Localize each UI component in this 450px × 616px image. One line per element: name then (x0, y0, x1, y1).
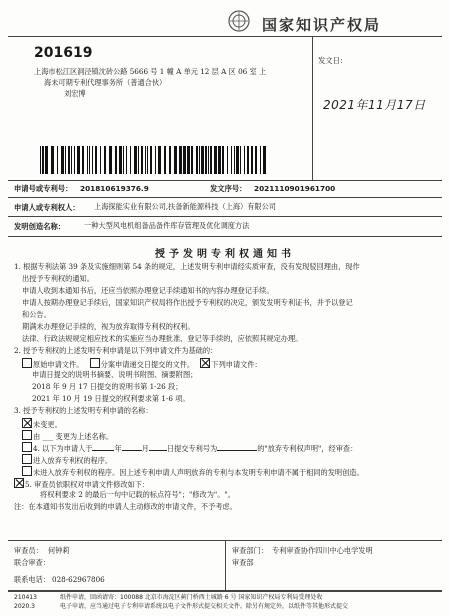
union-label: 联合审查： (14, 558, 50, 567)
applicant-label: 申请人或专利权人： (14, 203, 80, 212)
item3-heading: 3. 授予专利权的上述发明专利申请的名称： (14, 406, 153, 415)
recipient-postcode: 201619 (34, 45, 93, 61)
body-line: 期满未办理登记手续的，视为放弃取得专利权的权利。 (22, 322, 195, 331)
item4-suffix: 的"放弃专利权声明"，经审查： (257, 444, 358, 453)
dept-name-cont: 审查部 (232, 558, 254, 567)
item4-option-a (22, 454, 112, 466)
checkbox-name-unchanged[interactable] (22, 418, 32, 428)
file-list-item: 申请日提交的说明书摘要、说明书附图、摘要附图； (32, 370, 198, 379)
footer-mail-note: 纸件申请，回函请寄：100088 北京市海淀区蓟门桥西土城路 6 号 国家知识产权局专利局受理处收 (60, 594, 323, 601)
doc-no-label: 发文序号： (210, 184, 247, 193)
month-label: 月 (141, 444, 149, 453)
year-label: 年 (114, 444, 122, 453)
item4-option-b (22, 466, 364, 478)
option-label: 由 ___ 变更为上述名称。 (33, 432, 114, 441)
issuing-office-name: 国家知识产权局 (262, 16, 382, 34)
rule (8, 180, 442, 181)
phone-number: 028-62967806 (52, 575, 105, 584)
option-label: 未变更。 (33, 420, 62, 429)
option-label: 进入放弃专利权的程序。 (33, 456, 113, 465)
app-no-label: 申请号或专利号： (14, 184, 73, 193)
invention-title-label: 发明创造名称： (14, 222, 66, 231)
body-line: 和公告。 (22, 310, 51, 319)
examiner-divider (225, 540, 226, 590)
checkbox-name-changed[interactable] (22, 430, 32, 440)
notice-heading: 授予发明专利权通知书 (155, 249, 295, 260)
barcode (40, 146, 270, 174)
checkbox-examiner-amendment[interactable] (14, 478, 24, 488)
item5-line (14, 478, 149, 490)
checkbox-waiver[interactable] (22, 442, 32, 452)
send-date-handwritten: 2021年11月17日 (323, 98, 426, 112)
file-list-item: 2018 年 9 月 17 日提交的说明书第 1-26 段； (32, 382, 183, 391)
body-line: 2. 授予专利权的上述发明专利申请是以下列申请文件为基础的： (14, 346, 218, 355)
invention-title-value: 一种大型风电机组备品备件库存管理及优化调度方法 (84, 221, 250, 230)
header-rule (8, 36, 442, 37)
checkbox-enter-waiver[interactable] (22, 454, 32, 464)
footer-rule (8, 590, 442, 592)
doc-no-value: 2021110901961700 (254, 184, 336, 193)
address-line: 上海市松江区洞泾镇沈砖公路 5666 号 1 幢 A 单元 12 层 A 区 06 室 上 (34, 67, 267, 76)
checkbox-not-enter-waiver[interactable] (22, 466, 32, 476)
body-line: 申请人按期办理登记手续后，国家知识产权局将作出授予专利权的决定，颁发发明专利证书，并予以登记 (22, 298, 353, 307)
option-label: 原始申请文件。 (33, 360, 84, 369)
examiner-name: 何钟莉 (48, 546, 70, 555)
checkbox-following-files[interactable] (200, 358, 210, 368)
send-date-label: 发文日： (318, 56, 348, 65)
item5-detail: 将权利要求 2 的最后一句中记载的标点符号"；"修改为"。"。 (40, 490, 235, 499)
option-label: 未进入放弃专利权的程序。因上述专利申请人声明放弃的专利与本发明专利申请不属于相同的发明创造。 (33, 468, 364, 477)
examiner-label: 审查员： (14, 546, 43, 555)
item4-prefix: 4. 以下为申请人于 (33, 444, 93, 453)
basis-options (22, 358, 262, 370)
body-line: 申请人收到本通知书后，还应当依照办理登记手续通知书的内容办理登记手续。 (22, 286, 274, 295)
rule (8, 236, 442, 237)
address-line: 海未可期专利代理事务所（普通合伙） (44, 78, 167, 87)
address-line: 刘宏博 (64, 89, 86, 98)
body-line: 法律、行政法规规定相应技术的实施应当办理批准、登记等手续的，应依照其规定办理。 (22, 334, 303, 343)
recipient-address (34, 66, 302, 99)
body-line: 1. 根据专利法第 39 条及实施细则第 54 条的规定，上述发明专利申请经实质审查，没有发现驳回理由，现作 (14, 262, 360, 271)
rule (8, 197, 442, 198)
footer-electronic-note: 电子申请，应当通过电子专利申请系统以电子文件形式提交相关文件。除另有规定外，以纸件等其他形式提交 (60, 603, 349, 610)
option-label: 分案申请递交日提交的文件。 (100, 360, 195, 369)
cnipa-emblem-icon (228, 10, 250, 32)
item5-heading: 5. 审查员依职权对申请文件修改如下： (25, 480, 150, 489)
option-label: 下列申请文件： (211, 360, 262, 369)
body-line: 出授予专利权的通知。 (22, 274, 94, 283)
applicant-value: 上海探能实业有限公司,扶备新能源科技（上海）有限公司 (94, 202, 276, 211)
checkbox-divisional-files[interactable] (90, 358, 100, 368)
form-version: 2020.3 (14, 603, 35, 610)
send-box-divider (312, 36, 313, 180)
app-no-value: 201810619376.9 (80, 184, 149, 193)
item3-option-a (22, 418, 62, 430)
footnote: 注：在本通知书发出后收到的申请人主动修改的申请文件，不予考虑。 (14, 502, 237, 511)
item3-option-b (22, 430, 113, 442)
day-label: 日提交专利号为 (166, 444, 218, 453)
rule (8, 216, 442, 217)
dept-name: 专利审查协作四川中心电学发明 (272, 546, 373, 555)
item4-line (22, 442, 357, 454)
dept-label: 审查部门： (232, 546, 268, 555)
file-list-item: 2021 年 10 月 19 日提交的权利要求第 1-6 项。 (32, 394, 190, 403)
phone-label: 联系电话： (14, 575, 50, 584)
checkbox-original-files[interactable] (22, 358, 32, 368)
form-code: 210413 (14, 594, 37, 601)
